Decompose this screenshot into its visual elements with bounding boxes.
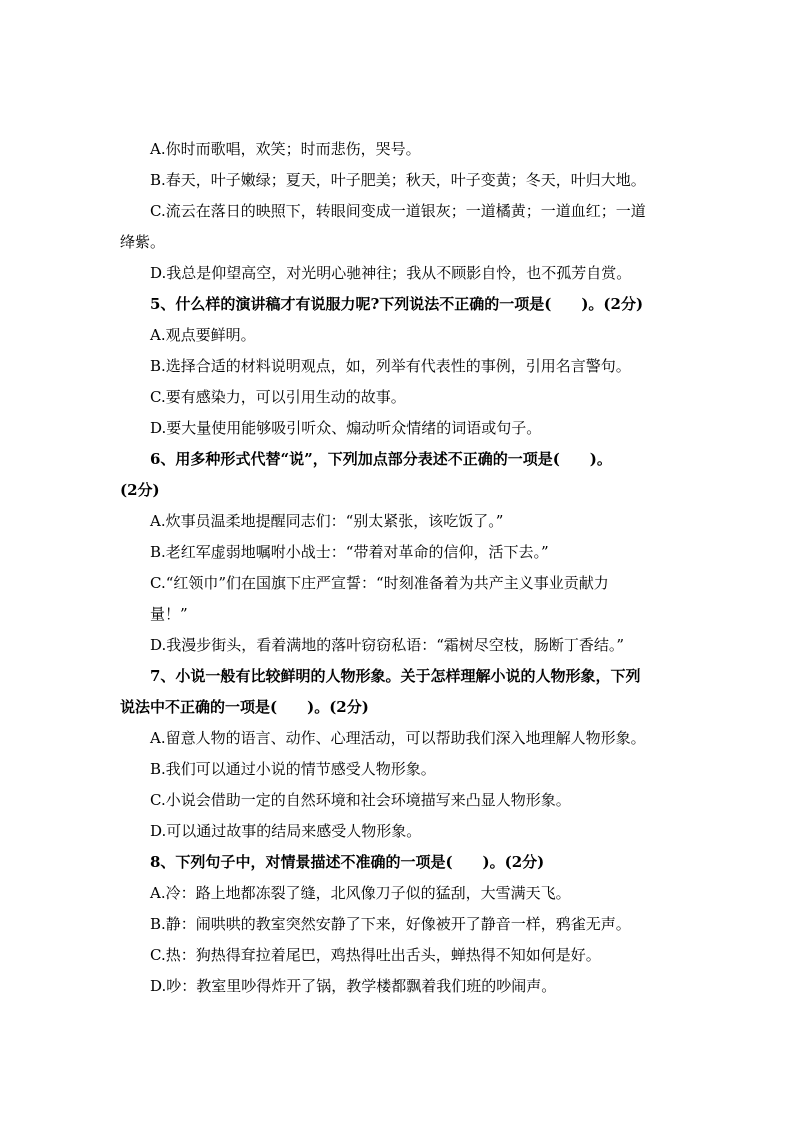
option-text: A.你时而歌唱，欢笑；时而悲伤，哭号。: [150, 140, 421, 158]
option-text: B.春天，叶子嫩绿；夏天，叶子肥美；秋天，叶子变黄；冬天，叶归大地。: [150, 171, 646, 189]
option-text: B.我们可以通过小说的情节感受人物形象。: [150, 760, 436, 778]
question-8: 8、下列句子中，对情景描述不准确的一项是( )。(2分): [150, 853, 545, 871]
option-text: A.留意人物的语言、动作、心理活动，可以帮助我们深入地理解人物形象。: [150, 729, 646, 747]
option-text: A.冷：路上地都冻裂了缝，北风像刀子似的猛刮，大雪满天飞。: [150, 884, 571, 902]
option-text: C.流云在落日的映照下，转眼间变成一道银灰；一道橘黄；一道血红；一道: [150, 202, 646, 220]
question-6: 6、用多种形式代替“说”，下列加点部分表述不正确的一项是( )。: [150, 450, 612, 468]
option-text: C.热：狗热得耷拉着尾巴，鸡热得吐出舌头，蝉热得不知如何是好。: [150, 946, 601, 964]
option-text: C.要有感染力，可以引用生动的故事。: [150, 388, 406, 406]
option-text: D.要大量使用能够吸引听众、煽动听众情绪的词语或句子。: [150, 419, 542, 437]
option-text: D.可以通过故事的结局来感受人物形象。: [150, 822, 422, 840]
option-text: D.我漫步街头，看着满地的落叶窃窃私语：“霜树尽空枝，肠断丁香结。”: [150, 636, 625, 654]
option-text: D.吵：教室里吵得炸开了锅，教学楼都飘着我们班的吵闹声。: [150, 977, 557, 995]
option-text: C.“红领巾”们在国旗下庄严宣誓：“时刻准备着为共产主义事业贡献力: [150, 574, 609, 592]
option-text-continuation: 量！”: [150, 605, 188, 623]
question-7: 7、小说一般有比较鲜明的人物形象。关于怎样理解小说的人物形象，下列: [150, 667, 641, 685]
option-text-continuation: 绛紫。: [120, 233, 166, 251]
option-text: D.我总是仰望高空，对光明心驰神往；我从不顾影自怜，也不孤芳自赏。: [150, 264, 632, 282]
option-text: B.静：闹哄哄的教室突然安静了下来，好像被开了静音一样，鸦雀无声。: [150, 915, 631, 933]
option-text: A.炊事员温柔地提醒同志们：“别太紧张，该吃饭了。”: [150, 512, 504, 530]
option-text: A.观点要鲜明。: [150, 326, 256, 344]
question-7-continuation: 说法中不正确的一项是( )。(2分): [120, 698, 369, 716]
option-text: B.老红军虚弱地嘱咐小战士：“带着对革命的信仰，活下去。”: [150, 543, 549, 561]
option-text: B.选择合适的材料说明观点，如，列举有代表性的事例，引用名言警句。: [150, 357, 631, 375]
option-text: C.小说会借助一定的自然环境和社会环境描写来凸显人物形象。: [150, 791, 571, 809]
question-5: 5、什么样的演讲稿才有说服力呢?下列说法不正确的一项是( )。(2分): [150, 295, 644, 313]
question-6-score: (2分): [120, 481, 160, 499]
